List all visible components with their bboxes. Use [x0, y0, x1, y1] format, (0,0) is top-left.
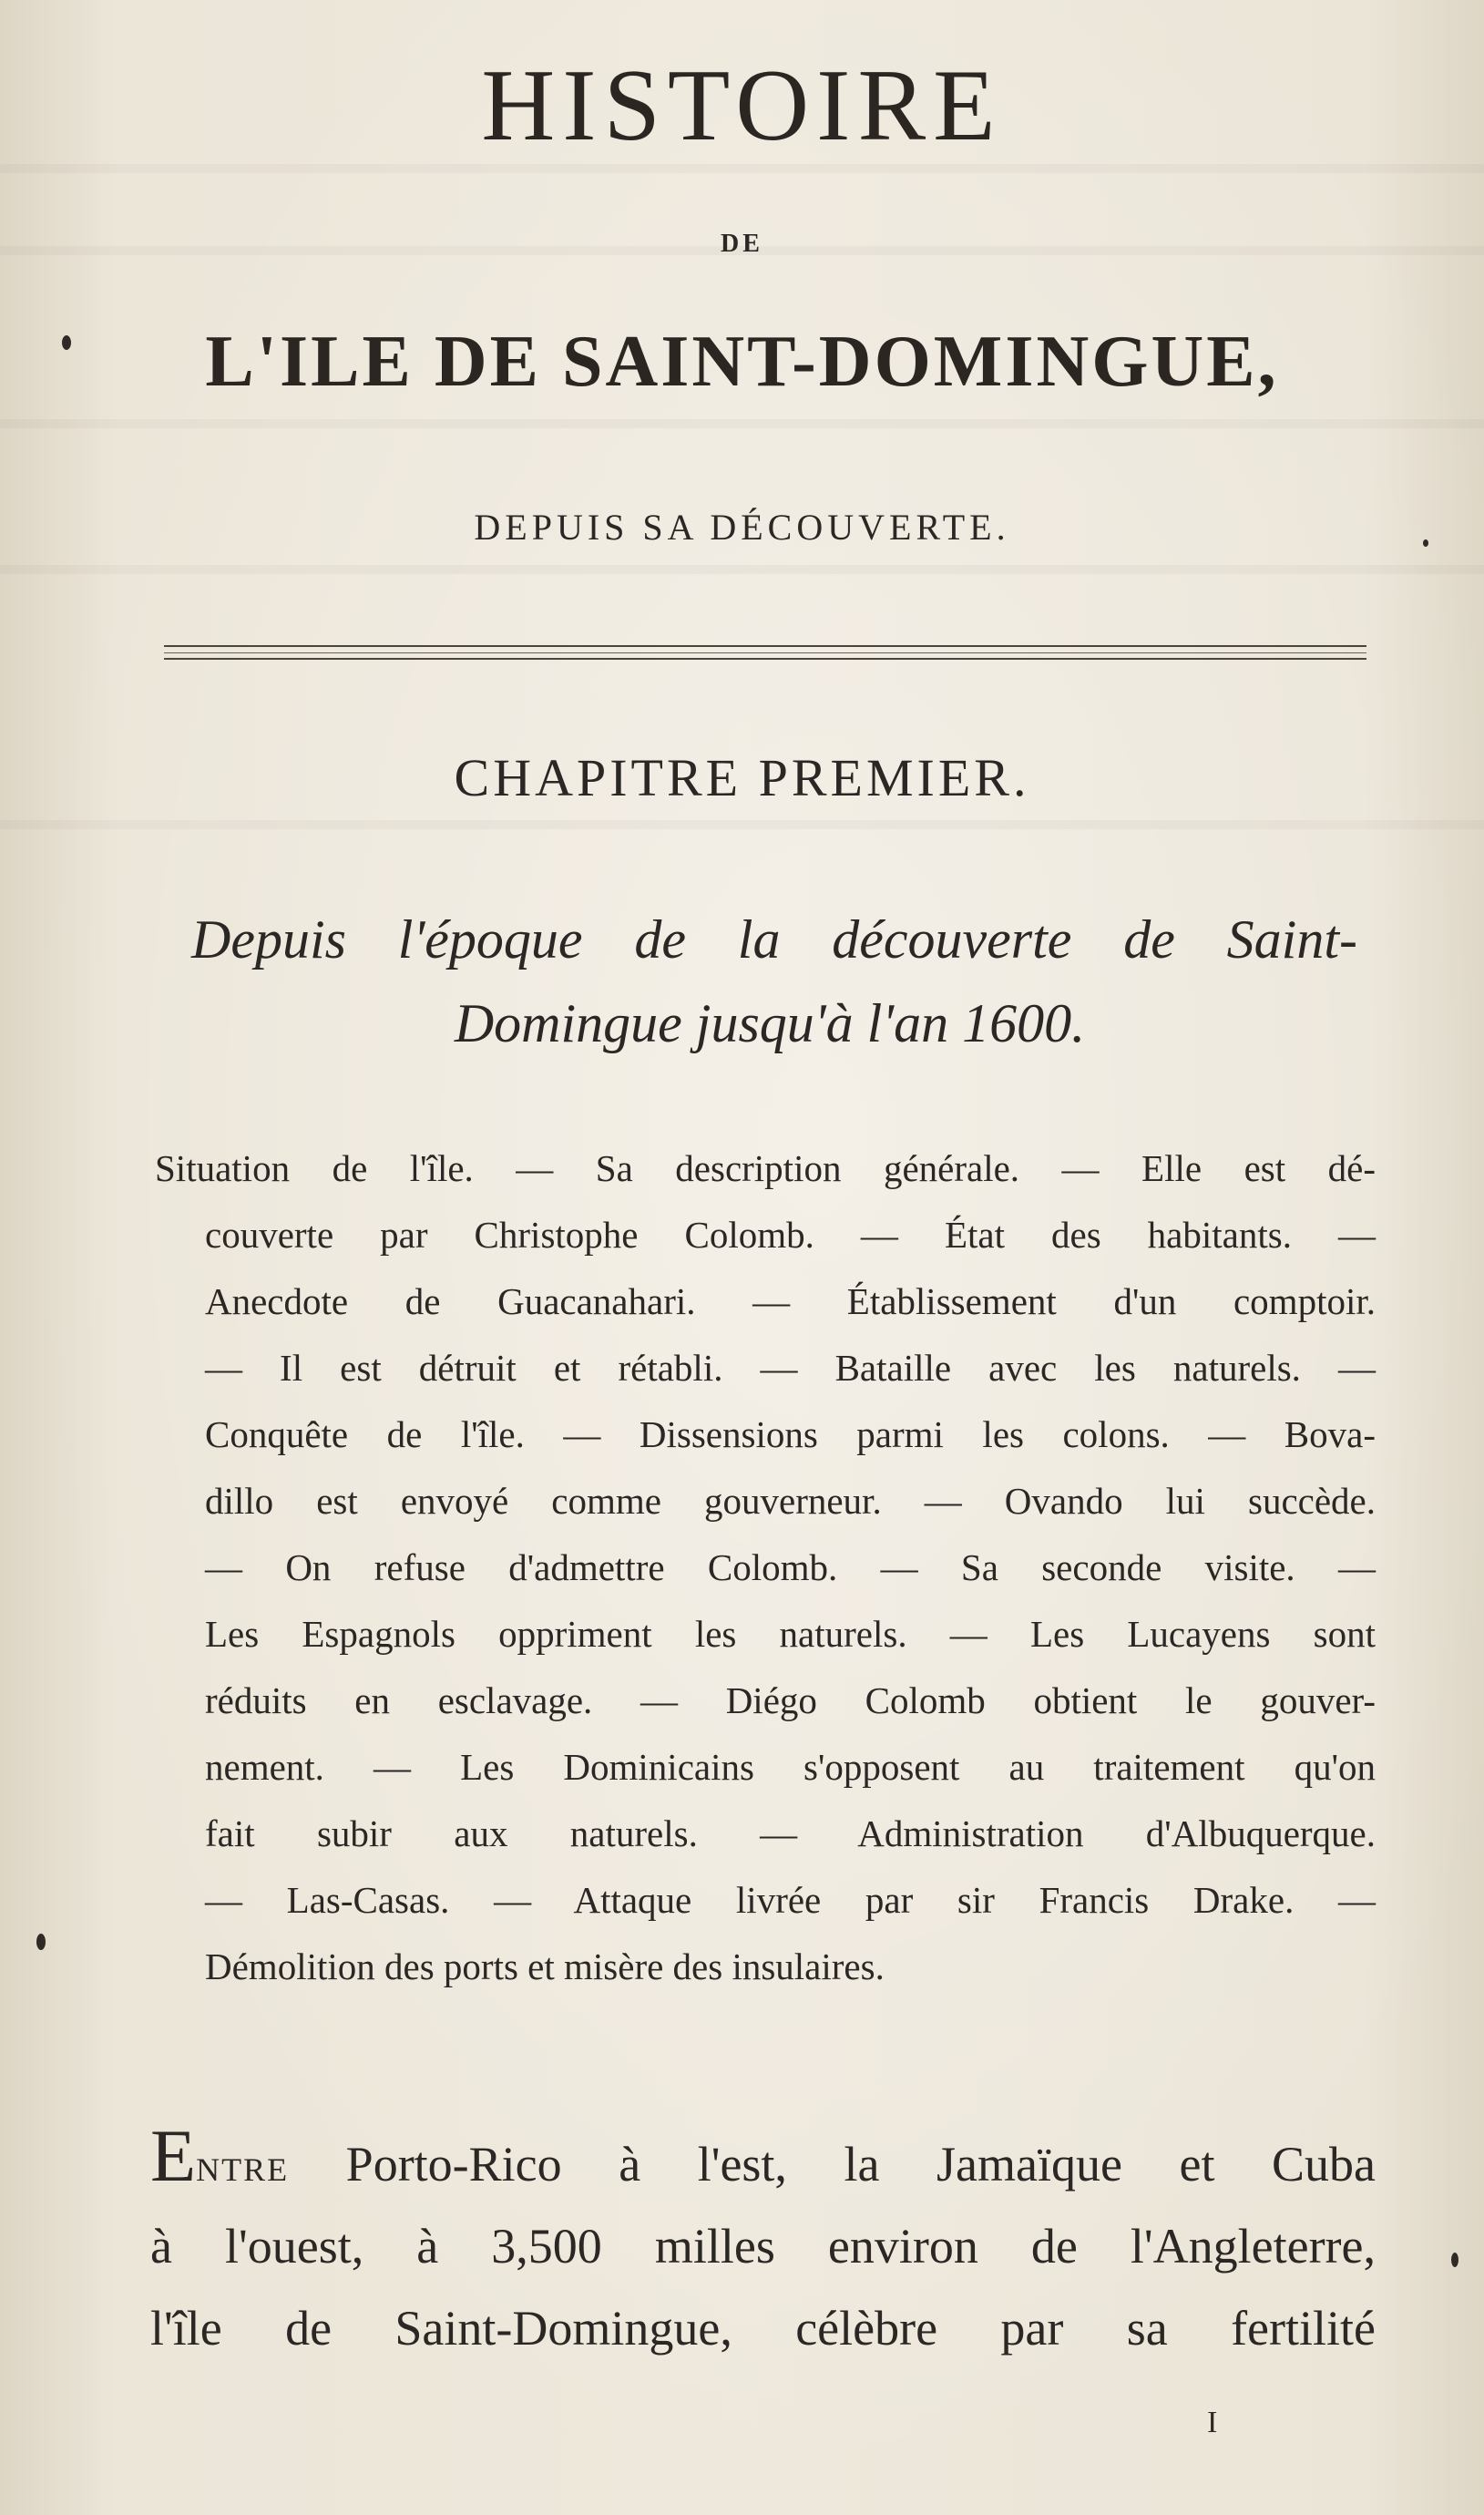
body-line: à l'ouest, à 3,500 milles environ de l'Angleterre, — [150, 2219, 1376, 2274]
summary-line: Démolition des ports et misère des insulaires. — [205, 1945, 885, 1987]
body-line — [150, 2114, 1377, 2205]
book-title: HISTOIRE — [481, 49, 1003, 162]
title-connector: DE — [721, 230, 763, 258]
summary-line: couverte par Christophe Colomb. — État des habitants. — — [205, 1214, 1376, 1256]
title-rule — [164, 652, 1366, 653]
small-caps-word: NTRE — [196, 2151, 290, 2188]
bleed-through-line — [0, 164, 1484, 173]
bleed-through-line — [0, 820, 1484, 829]
drop-cap: E — [150, 2114, 197, 2197]
summary-line: Situation de l'île. — Sa description générale. — Elle est dé- — [155, 1147, 1376, 1189]
page-number: I — [1207, 2406, 1218, 2439]
body-line-text: Porto-Rico à l'est, la Jamaïque et Cuba — [345, 2137, 1377, 2192]
body-line: l'île de Saint-Domingue, célèbre par sa fertilité — [150, 2301, 1376, 2356]
title-rule — [164, 645, 1366, 647]
book-subtitle-since: DEPUIS SA DÉCOUVERTE. — [474, 507, 1010, 548]
summary-line: fait subir aux naturels. — Administration d'Albuquerque. — [205, 1812, 1376, 1854]
bleed-through-line — [0, 565, 1484, 574]
summary-line: dillo est envoyé comme gouverneur. — Ovando lui succède. — [205, 1480, 1376, 1522]
book-subtitle: L'ILE DE SAINT-DOMINGUE, — [205, 322, 1279, 402]
ink-spot — [36, 1934, 46, 1950]
chapter-subtitle-line: Domingue jusqu'à l'an 1600. — [454, 993, 1086, 1053]
summary-line: — Las-Casas. — Attaque livrée par sir Francis Drake. — — [205, 1879, 1376, 1921]
summary-line: réduits en esclavage. — Diégo Colomb obtient le gouver- — [205, 1679, 1376, 1721]
chapter-heading: CHAPITRE PREMIER. — [454, 748, 1030, 807]
chapter-subtitle-line: Depuis l'époque de la découverte de Saint- — [191, 909, 1357, 970]
ink-spot — [1423, 539, 1428, 547]
summary-line: Les Espagnols oppriment les naturels. — Les Lucayens sont — [205, 1613, 1376, 1655]
summary-line: — On refuse d'admettre Colomb. — Sa seconde visite. — — [205, 1546, 1376, 1588]
summary-line: Conquête de l'île. — Dissensions parmi les colons. — Bova- — [205, 1413, 1376, 1455]
body-paragraph — [150, 2114, 1377, 2369]
summary-line: — Il est détruit et rétabli. — Bataille avec les naturels. — — [205, 1347, 1376, 1389]
bleed-through-line — [0, 419, 1484, 428]
chapter-summary — [155, 1135, 1376, 2000]
summary-line: nement. — Les Dominicains s'opposent au traitement qu'on — [205, 1746, 1376, 1788]
ink-spot — [62, 335, 71, 350]
title-rule — [164, 658, 1366, 660]
ink-spot — [1451, 2253, 1458, 2267]
summary-line: Anecdote de Guacanahari. — Établissement d'un comptoir. — [205, 1280, 1376, 1322]
